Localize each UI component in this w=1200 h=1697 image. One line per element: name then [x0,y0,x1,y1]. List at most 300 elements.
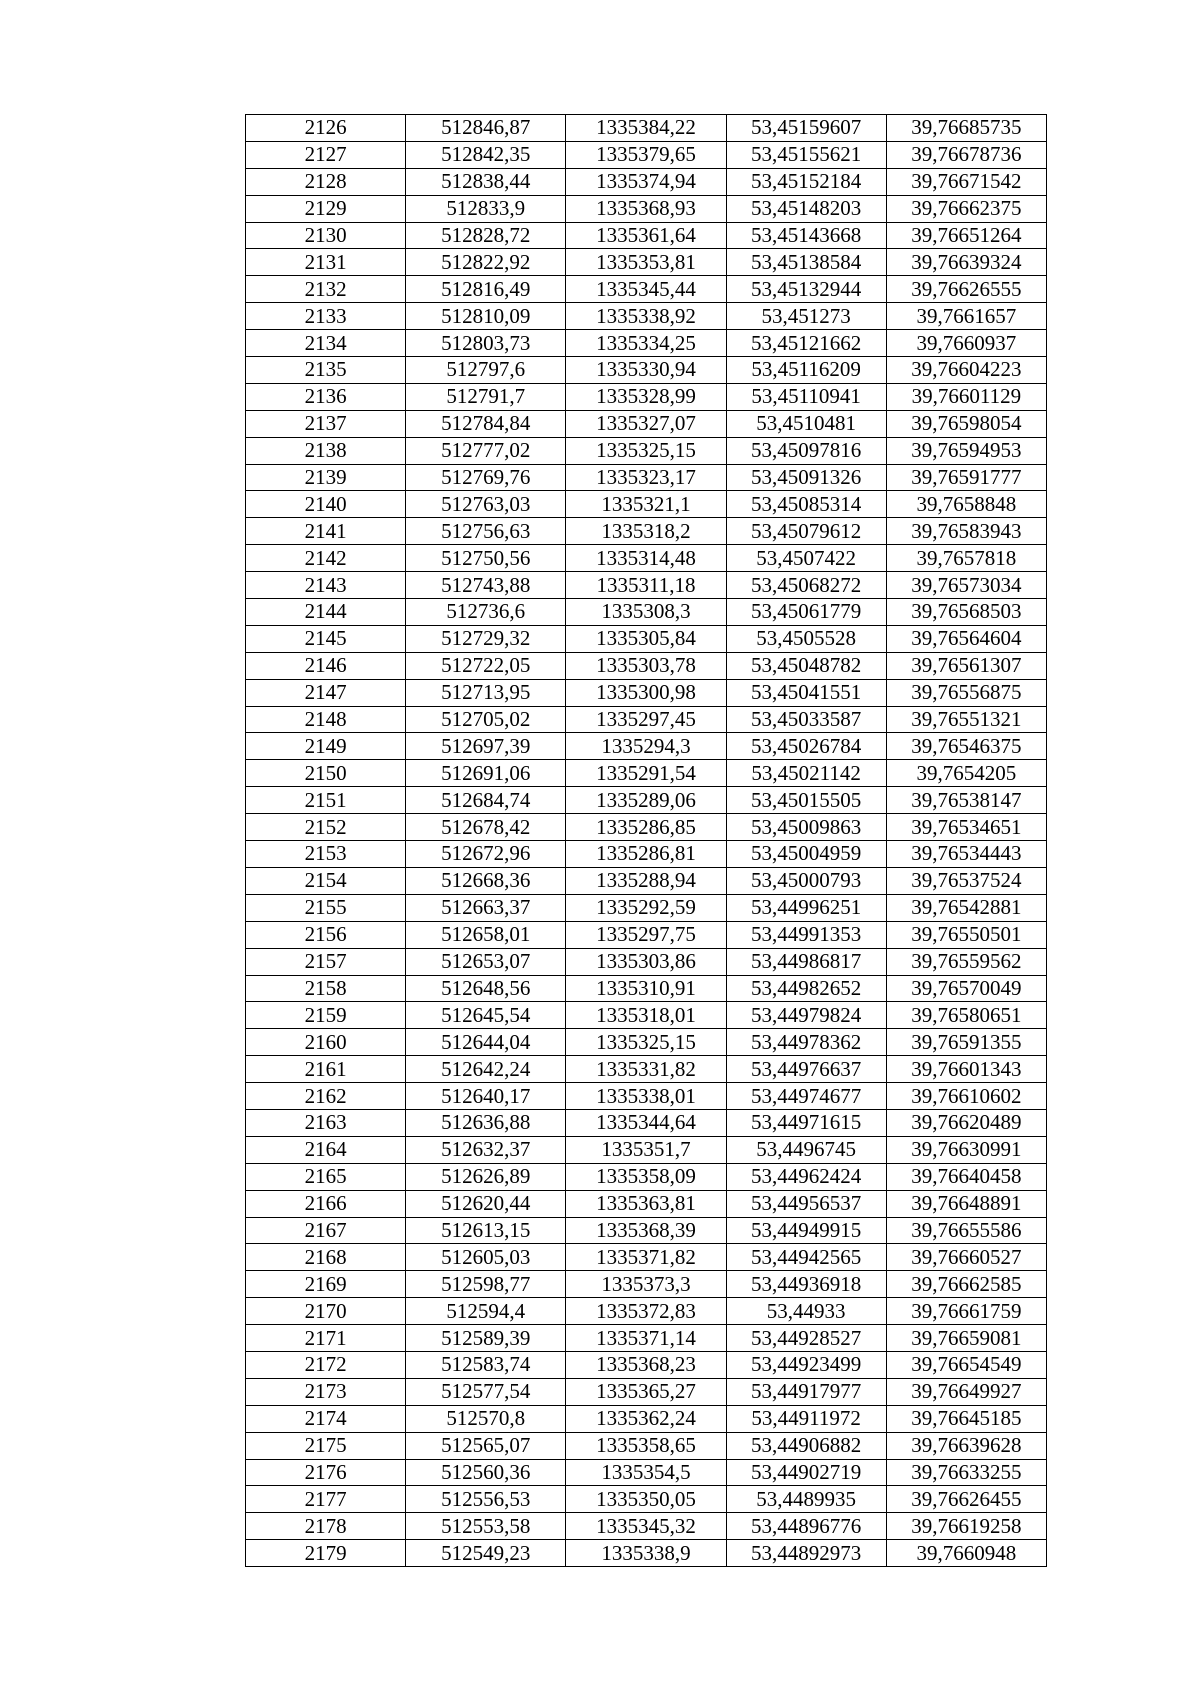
latitude-cell: 53,44982652 [726,975,886,1002]
point-number-cell: 2171 [246,1325,406,1352]
latitude-cell: 53,45041551 [726,679,886,706]
latitude-cell: 53,45121662 [726,330,886,357]
table-row [246,383,1047,410]
point-number-cell: 2153 [246,841,406,868]
table-row [246,195,1047,222]
longitude-cell: 39,76662585 [886,1271,1046,1298]
point-number-cell: 2147 [246,679,406,706]
x-coordinate-cell: 512594,4 [406,1298,566,1325]
latitude-cell: 53,4496745 [726,1136,886,1163]
table-row [246,276,1047,303]
x-coordinate-cell: 512589,39 [406,1325,566,1352]
y-coordinate-cell: 1335297,75 [566,921,726,948]
point-number-cell: 2177 [246,1486,406,1513]
y-coordinate-cell: 1335318,2 [566,518,726,545]
longitude-cell: 39,76620489 [886,1109,1046,1136]
y-coordinate-cell: 1335345,32 [566,1513,726,1540]
x-coordinate-cell: 512648,56 [406,975,566,1002]
point-number-cell: 2140 [246,491,406,518]
latitude-cell: 53,44917977 [726,1378,886,1405]
table-row [246,518,1047,545]
latitude-cell: 53,44896776 [726,1513,886,1540]
point-number-cell: 2127 [246,141,406,168]
y-coordinate-cell: 1335358,65 [566,1432,726,1459]
y-coordinate-cell: 1335351,7 [566,1136,726,1163]
longitude-cell: 39,76654549 [886,1351,1046,1378]
point-number-cell: 2143 [246,572,406,599]
table-row [246,975,1047,1002]
latitude-cell: 53,45079612 [726,518,886,545]
table-row [246,168,1047,195]
y-coordinate-cell: 1335303,86 [566,948,726,975]
y-coordinate-cell: 1335353,81 [566,249,726,276]
y-coordinate-cell: 1335358,09 [566,1163,726,1190]
x-coordinate-cell: 512756,63 [406,518,566,545]
point-number-cell: 2142 [246,545,406,572]
point-number-cell: 2172 [246,1351,406,1378]
latitude-cell: 53,45152184 [726,168,886,195]
x-coordinate-cell: 512565,07 [406,1432,566,1459]
table-row [246,1271,1047,1298]
table-row [246,545,1047,572]
y-coordinate-cell: 1335334,25 [566,330,726,357]
y-coordinate-cell: 1335292,59 [566,894,726,921]
table-row [246,814,1047,841]
y-coordinate-cell: 1335297,45 [566,706,726,733]
table-row [246,1513,1047,1540]
table-row [246,1056,1047,1083]
x-coordinate-cell: 512668,36 [406,867,566,894]
table-row [246,222,1047,249]
longitude-cell: 39,76570049 [886,975,1046,1002]
y-coordinate-cell: 1335305,84 [566,625,726,652]
point-number-cell: 2165 [246,1163,406,1190]
table-row [246,1378,1047,1405]
longitude-cell: 39,76534651 [886,814,1046,841]
y-coordinate-cell: 1335325,15 [566,437,726,464]
point-number-cell: 2128 [246,168,406,195]
point-number-cell: 2168 [246,1244,406,1271]
latitude-cell: 53,45138584 [726,249,886,276]
latitude-cell: 53,44996251 [726,894,886,921]
longitude-cell: 39,76580651 [886,1002,1046,1029]
y-coordinate-cell: 1335363,81 [566,1190,726,1217]
longitude-cell: 39,76542881 [886,894,1046,921]
x-coordinate-cell: 512644,04 [406,1029,566,1056]
latitude-cell: 53,45000793 [726,867,886,894]
table-row [246,1029,1047,1056]
latitude-cell: 53,45048782 [726,652,886,679]
point-number-cell: 2134 [246,330,406,357]
y-coordinate-cell: 1335338,9 [566,1540,726,1567]
x-coordinate-cell: 512672,96 [406,841,566,868]
x-coordinate-cell: 512750,56 [406,545,566,572]
table-row [246,894,1047,921]
x-coordinate-cell: 512642,24 [406,1056,566,1083]
latitude-cell: 53,45085314 [726,491,886,518]
longitude-cell: 39,7660937 [886,330,1046,357]
y-coordinate-cell: 1335368,93 [566,195,726,222]
table-row [246,464,1047,491]
latitude-cell: 53,45009863 [726,814,886,841]
point-number-cell: 2178 [246,1513,406,1540]
x-coordinate-cell: 512620,44 [406,1190,566,1217]
table-row [246,1459,1047,1486]
x-coordinate-cell: 512556,53 [406,1486,566,1513]
x-coordinate-cell: 512583,74 [406,1351,566,1378]
table-row [246,357,1047,384]
table-row [246,1486,1047,1513]
y-coordinate-cell: 1335372,83 [566,1298,726,1325]
latitude-cell: 53,4507422 [726,545,886,572]
table-row [246,1405,1047,1432]
longitude-cell: 39,76651264 [886,222,1046,249]
x-coordinate-cell: 512553,58 [406,1513,566,1540]
longitude-cell: 39,76534443 [886,841,1046,868]
x-coordinate-cell: 512605,03 [406,1244,566,1271]
x-coordinate-cell: 512833,9 [406,195,566,222]
longitude-cell: 39,76564604 [886,625,1046,652]
longitude-cell: 39,76546375 [886,733,1046,760]
y-coordinate-cell: 1335373,3 [566,1271,726,1298]
y-coordinate-cell: 1335371,82 [566,1244,726,1271]
x-coordinate-cell: 512636,88 [406,1109,566,1136]
longitude-cell: 39,76601129 [886,383,1046,410]
latitude-cell: 53,44991353 [726,921,886,948]
latitude-cell: 53,44933 [726,1298,886,1325]
latitude-cell: 53,44936918 [726,1271,886,1298]
longitude-cell: 39,7660948 [886,1540,1046,1567]
table-row [246,733,1047,760]
latitude-cell: 53,44911972 [726,1405,886,1432]
x-coordinate-cell: 512613,15 [406,1217,566,1244]
point-number-cell: 2133 [246,303,406,330]
longitude-cell: 39,76678736 [886,141,1046,168]
longitude-cell: 39,76601343 [886,1056,1046,1083]
table-row [246,1163,1047,1190]
y-coordinate-cell: 1335286,85 [566,814,726,841]
point-number-cell: 2151 [246,787,406,814]
latitude-cell: 53,44949915 [726,1217,886,1244]
longitude-cell: 39,76671542 [886,168,1046,195]
latitude-cell: 53,44956537 [726,1190,886,1217]
longitude-cell: 39,76660527 [886,1244,1046,1271]
longitude-cell: 39,76633255 [886,1459,1046,1486]
longitude-cell: 39,76551321 [886,706,1046,733]
longitude-cell: 39,76648891 [886,1190,1046,1217]
latitude-cell: 53,44942565 [726,1244,886,1271]
x-coordinate-cell: 512842,35 [406,141,566,168]
x-coordinate-cell: 512645,54 [406,1002,566,1029]
x-coordinate-cell: 512691,06 [406,760,566,787]
longitude-cell: 39,76538147 [886,787,1046,814]
coordinates-table-body [246,115,1047,1567]
table-row [246,1298,1047,1325]
x-coordinate-cell: 512803,73 [406,330,566,357]
point-number-cell: 2162 [246,1083,406,1110]
longitude-cell: 39,76573034 [886,572,1046,599]
y-coordinate-cell: 1335365,27 [566,1378,726,1405]
x-coordinate-cell: 512658,01 [406,921,566,948]
x-coordinate-cell: 512549,23 [406,1540,566,1567]
point-number-cell: 2175 [246,1432,406,1459]
point-number-cell: 2170 [246,1298,406,1325]
table-row [246,652,1047,679]
point-number-cell: 2148 [246,706,406,733]
table-row [246,867,1047,894]
point-number-cell: 2163 [246,1109,406,1136]
x-coordinate-cell: 512577,54 [406,1378,566,1405]
x-coordinate-cell: 512560,36 [406,1459,566,1486]
point-number-cell: 2176 [246,1459,406,1486]
y-coordinate-cell: 1335338,01 [566,1083,726,1110]
point-number-cell: 2173 [246,1378,406,1405]
x-coordinate-cell: 512713,95 [406,679,566,706]
x-coordinate-cell: 512810,09 [406,303,566,330]
latitude-cell: 53,45061779 [726,599,886,626]
point-number-cell: 2167 [246,1217,406,1244]
table-row [246,948,1047,975]
point-number-cell: 2144 [246,599,406,626]
longitude-cell: 39,76626455 [886,1486,1046,1513]
y-coordinate-cell: 1335289,06 [566,787,726,814]
latitude-cell: 53,44978362 [726,1029,886,1056]
longitude-cell: 39,76604223 [886,357,1046,384]
point-number-cell: 2160 [246,1029,406,1056]
latitude-cell: 53,45143668 [726,222,886,249]
x-coordinate-cell: 512663,37 [406,894,566,921]
latitude-cell: 53,45033587 [726,706,886,733]
longitude-cell: 39,76594953 [886,437,1046,464]
longitude-cell: 39,76583943 [886,518,1046,545]
table-row [246,303,1047,330]
table-row [246,599,1047,626]
x-coordinate-cell: 512697,39 [406,733,566,760]
point-number-cell: 2131 [246,249,406,276]
table-row [246,1083,1047,1110]
longitude-cell: 39,76655586 [886,1217,1046,1244]
y-coordinate-cell: 1335327,07 [566,410,726,437]
table-row [246,625,1047,652]
y-coordinate-cell: 1335368,39 [566,1217,726,1244]
latitude-cell: 53,45026784 [726,733,886,760]
table-row [246,1540,1047,1567]
latitude-cell: 53,44979824 [726,1002,886,1029]
x-coordinate-cell: 512828,72 [406,222,566,249]
latitude-cell: 53,45004959 [726,841,886,868]
longitude-cell: 39,76556875 [886,679,1046,706]
longitude-cell: 39,76640458 [886,1163,1046,1190]
latitude-cell: 53,45110941 [726,383,886,410]
table-row [246,437,1047,464]
x-coordinate-cell: 512626,89 [406,1163,566,1190]
longitude-cell: 39,76662375 [886,195,1046,222]
table-row [246,706,1047,733]
latitude-cell: 53,45091326 [726,464,886,491]
y-coordinate-cell: 1335345,44 [566,276,726,303]
y-coordinate-cell: 1335371,14 [566,1325,726,1352]
table-row [246,330,1047,357]
latitude-cell: 53,45116209 [726,357,886,384]
latitude-cell: 53,44902719 [726,1459,886,1486]
y-coordinate-cell: 1335300,98 [566,679,726,706]
latitude-cell: 53,4489935 [726,1486,886,1513]
y-coordinate-cell: 1335328,99 [566,383,726,410]
x-coordinate-cell: 512684,74 [406,787,566,814]
table-row [246,115,1047,142]
point-number-cell: 2135 [246,357,406,384]
x-coordinate-cell: 512777,02 [406,437,566,464]
y-coordinate-cell: 1335384,22 [566,115,726,142]
x-coordinate-cell: 512743,88 [406,572,566,599]
y-coordinate-cell: 1335288,94 [566,867,726,894]
longitude-cell: 39,7661657 [886,303,1046,330]
latitude-cell: 53,44986817 [726,948,886,975]
longitude-cell: 39,76559562 [886,948,1046,975]
longitude-cell: 39,76639628 [886,1432,1046,1459]
table-row [246,679,1047,706]
table-row [246,141,1047,168]
longitude-cell: 39,76619258 [886,1513,1046,1540]
table-row [246,491,1047,518]
longitude-cell: 39,76659081 [886,1325,1046,1352]
longitude-cell: 39,76568503 [886,599,1046,626]
y-coordinate-cell: 1335338,92 [566,303,726,330]
point-number-cell: 2179 [246,1540,406,1567]
longitude-cell: 39,76591777 [886,464,1046,491]
longitude-cell: 39,7658848 [886,491,1046,518]
y-coordinate-cell: 1335294,3 [566,733,726,760]
latitude-cell: 53,44962424 [726,1163,886,1190]
y-coordinate-cell: 1335330,94 [566,357,726,384]
longitude-cell: 39,76630991 [886,1136,1046,1163]
latitude-cell: 53,44928527 [726,1325,886,1352]
y-coordinate-cell: 1335344,64 [566,1109,726,1136]
longitude-cell: 39,76645185 [886,1405,1046,1432]
latitude-cell: 53,45132944 [726,276,886,303]
longitude-cell: 39,7654205 [886,760,1046,787]
y-coordinate-cell: 1335331,82 [566,1056,726,1083]
table-row [246,1351,1047,1378]
table-row [246,410,1047,437]
point-number-cell: 2146 [246,652,406,679]
x-coordinate-cell: 512784,84 [406,410,566,437]
point-number-cell: 2157 [246,948,406,975]
y-coordinate-cell: 1335321,1 [566,491,726,518]
point-number-cell: 2139 [246,464,406,491]
x-coordinate-cell: 512705,02 [406,706,566,733]
table-row [246,787,1047,814]
longitude-cell: 39,76649927 [886,1378,1046,1405]
latitude-cell: 53,45148203 [726,195,886,222]
latitude-cell: 53,45097816 [726,437,886,464]
longitude-cell: 39,76561307 [886,652,1046,679]
table-row [246,1325,1047,1352]
x-coordinate-cell: 512632,37 [406,1136,566,1163]
point-number-cell: 2164 [246,1136,406,1163]
longitude-cell: 39,76591355 [886,1029,1046,1056]
longitude-cell: 39,76661759 [886,1298,1046,1325]
longitude-cell: 39,76610602 [886,1083,1046,1110]
latitude-cell: 53,451273 [726,303,886,330]
x-coordinate-cell: 512838,44 [406,168,566,195]
latitude-cell: 53,4510481 [726,410,886,437]
y-coordinate-cell: 1335311,18 [566,572,726,599]
point-number-cell: 2138 [246,437,406,464]
x-coordinate-cell: 512722,05 [406,652,566,679]
longitude-cell: 39,76598054 [886,410,1046,437]
table-row [246,1136,1047,1163]
point-number-cell: 2158 [246,975,406,1002]
y-coordinate-cell: 1335318,01 [566,1002,726,1029]
x-coordinate-cell: 512763,03 [406,491,566,518]
table-row [246,841,1047,868]
y-coordinate-cell: 1335354,5 [566,1459,726,1486]
latitude-cell: 53,4505528 [726,625,886,652]
x-coordinate-cell: 512653,07 [406,948,566,975]
latitude-cell: 53,45015505 [726,787,886,814]
table-row [246,249,1047,276]
x-coordinate-cell: 512678,42 [406,814,566,841]
y-coordinate-cell: 1335325,15 [566,1029,726,1056]
table-row [246,921,1047,948]
point-number-cell: 2137 [246,410,406,437]
table-row [246,1244,1047,1271]
point-number-cell: 2169 [246,1271,406,1298]
y-coordinate-cell: 1335350,05 [566,1486,726,1513]
latitude-cell: 53,44974677 [726,1083,886,1110]
longitude-cell: 39,76537524 [886,867,1046,894]
x-coordinate-cell: 512822,92 [406,249,566,276]
latitude-cell: 53,45155621 [726,141,886,168]
coordinates-table [245,114,1047,1567]
latitude-cell: 53,44892973 [726,1540,886,1567]
table-row [246,760,1047,787]
point-number-cell: 2154 [246,867,406,894]
point-number-cell: 2156 [246,921,406,948]
longitude-cell: 39,7657818 [886,545,1046,572]
point-number-cell: 2150 [246,760,406,787]
table-row [246,1432,1047,1459]
y-coordinate-cell: 1335368,23 [566,1351,726,1378]
y-coordinate-cell: 1335314,48 [566,545,726,572]
y-coordinate-cell: 1335303,78 [566,652,726,679]
point-number-cell: 2152 [246,814,406,841]
longitude-cell: 39,76685735 [886,115,1046,142]
x-coordinate-cell: 512736,6 [406,599,566,626]
latitude-cell: 53,45021142 [726,760,886,787]
x-coordinate-cell: 512816,49 [406,276,566,303]
table-row [246,1190,1047,1217]
x-coordinate-cell: 512769,76 [406,464,566,491]
longitude-cell: 39,76550501 [886,921,1046,948]
point-number-cell: 2159 [246,1002,406,1029]
point-number-cell: 2174 [246,1405,406,1432]
x-coordinate-cell: 512640,17 [406,1083,566,1110]
table-row [246,1002,1047,1029]
table-row [246,1217,1047,1244]
point-number-cell: 2129 [246,195,406,222]
point-number-cell: 2145 [246,625,406,652]
y-coordinate-cell: 1335310,91 [566,975,726,1002]
latitude-cell: 53,44971615 [726,1109,886,1136]
longitude-cell: 39,76626555 [886,276,1046,303]
point-number-cell: 2132 [246,276,406,303]
point-number-cell: 2149 [246,733,406,760]
point-number-cell: 2126 [246,115,406,142]
latitude-cell: 53,44976637 [726,1056,886,1083]
x-coordinate-cell: 512791,7 [406,383,566,410]
